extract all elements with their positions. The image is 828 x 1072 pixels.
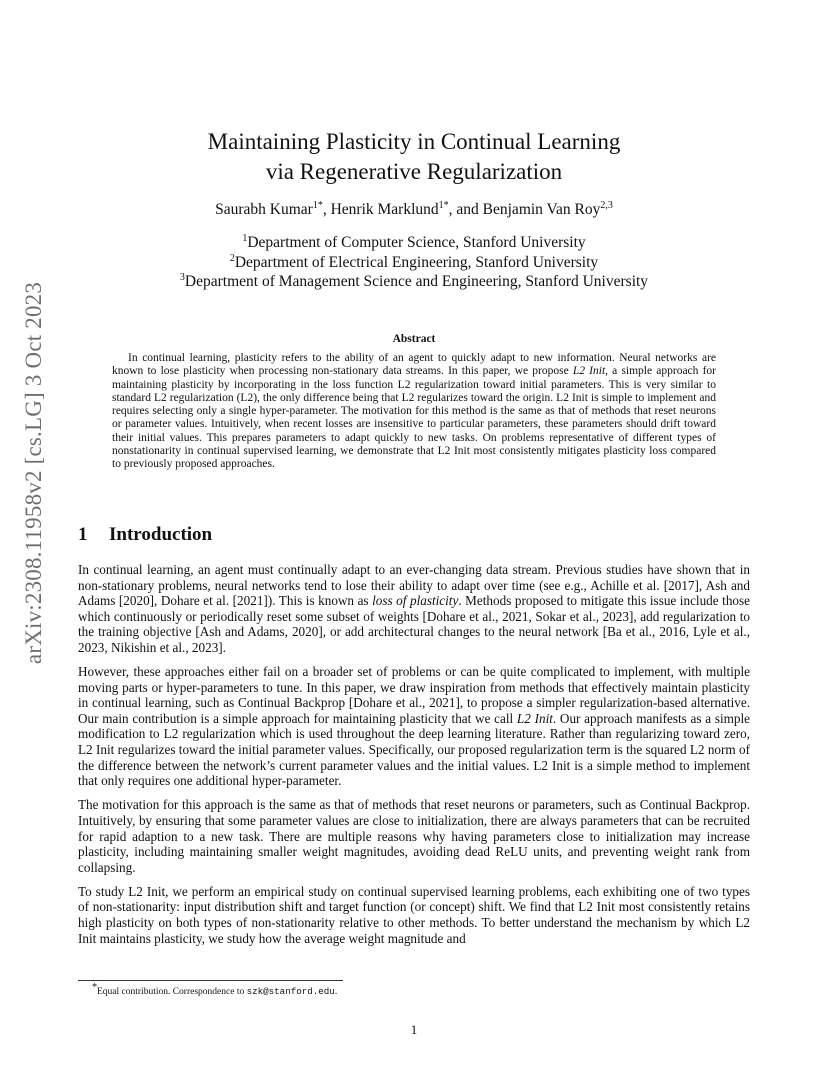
paragraph-1-part-b: . Methods proposed to mitigate this issue include those which continuously or periodically reset some subset of weights [Dohare et al., 2021, Sokar et al., 2023], add regularization to the training objective [Ash and Adams, 2020], or add architectural changes to the neural network [Ba et al., 2016, Lyle et al., 2023, Nikishin et al., 2023].: [78, 593, 751, 655]
paragraph-2-emphasis: L2 Init: [516, 710, 553, 726]
arxiv-stamp-text: arXiv:2308.11958v2 [cs.LG] 3 Oct 2023: [21, 281, 46, 665]
author-list: Saurabh Kumar$^{1*}$, Henrik Marklund$^{1*}$, and Benjamin Van Roy$^{2,3}$: [215, 199, 613, 218]
affiliation-1-sup: 1: [242, 232, 248, 244]
footnote-end: .: [334, 987, 338, 997]
arxiv-stamp: [14, 281, 54, 665]
paragraph-4: To study L2 Init, we perform an empirical study on continual supervised learning problems, each exhibiting one of two types of non-stationarity: input distribution shift and target function (or concept) shift. We find that L2 Init most consistently retains high plasticity on both types of non-stationarity relative to other methods. To better understand the mechanism by which L2 Init maintains plasticity, we study how the average weight magnitude and: [78, 883, 750, 946]
affiliation-3: [0, 272, 828, 292]
footnote-rule: [78, 980, 343, 981]
affiliation-3-text: Department of Management Science and Engineering, Stanford University: [184, 273, 649, 290]
title-line-2: via Regenerative Regularization: [265, 159, 563, 184]
abstract-part-1: In continual learning, plasticity refers to the ability of an agent to quickly adapt to new information. Neural networks are known to lose plasticity when processing non-stationary data streams. In this paper, we propose: [112, 352, 716, 378]
paragraph-2-part-b: . Our approach manifests as a simple modification to L2 regularization which is used throughout the deep learning literature. Rather than regularizing toward zero, L2 Init regularizes toward the initial parameter values. Specifically, our proposed regularization term is the squared L2 norm of the difference between the network’s current parameter values and the initial values. L2 Init is a simple method to implement that only requires one additional hyper-parameter.: [78, 710, 750, 789]
paragraph-1: [78, 562, 750, 656]
paragraph-3: The motivation for this approach is the same as that of methods that reset neurons or parameters, such as Continual Backprop. Intuitively, by ensuring that some parameter values are close to initialization, there are always parameters that can be recruited for rapid adaption to a new task. There are multiple reasons why having parameters close to initialization may increase plasticity, including maintaining smaller weight magnitudes, avoiding dead ReLU units, and preventing weight rank from collapsing.: [78, 797, 750, 875]
author-3-sup: 2,3: [600, 199, 613, 211]
paper-title: [0, 127, 828, 187]
paragraph-2: [78, 664, 750, 789]
author-2-sup: 1*: [438, 199, 449, 211]
author-2: Henrik Marklund: [330, 201, 439, 218]
abstract-heading: Abstract: [392, 333, 436, 345]
affiliations: [0, 233, 828, 292]
body-text: [78, 562, 750, 955]
paragraph-2-part-a: However, these approaches either fail on a broader set of problems or can be quite complicated to implement, with multiple moving parts or hyper-parameters to tune. In this paper, we draw inspiration from methods that effectively maintain plasticity in continual learning, such as Continual Backprop [Dohare et al., 2021], to propose a simpler regularization-based alternative. Our main contribution is a simple approach for maintaining plasticity that we call: [78, 664, 750, 726]
abstract-text: [112, 352, 716, 472]
author-1-sup: 1*: [312, 199, 323, 211]
footnote-email[interactable]: szk@stanford.edu: [246, 986, 335, 997]
affiliation-1-text: Department of Computer Science, Stanford University: [247, 234, 586, 251]
affiliation-2: [0, 253, 828, 273]
page-number: 1: [410, 1022, 418, 1037]
paragraph-1-emphasis: loss of plasticity: [372, 593, 459, 609]
affiliation-2-sup: 2: [229, 252, 235, 264]
abstract-emphasis: L2 Init: [572, 365, 606, 378]
section-heading: [78, 524, 212, 546]
author-1: Saurabh Kumar: [215, 201, 313, 218]
title-line-1: Maintaining Plasticity in Continual Learning: [207, 129, 621, 154]
section-number: 1: [78, 524, 88, 545]
affiliation-1: [0, 233, 828, 253]
footnote-text: Equal contribution. Correspondence to: [97, 987, 247, 997]
affiliation-2-text: Department of Electrical Engineering, Stanford University: [234, 253, 599, 271]
abstract-part-2: , a simple approach for maintaining plasticity by incorporating in the loss function L2 regularization toward initial parameters. This is very similar to standard L2 regularization (L2), the only difference being that L2 regularizes toward the origin. L2 Init is simple to implement and requires selecting only a single hyper-parameter. The motivation for this method is the same as that of methods that reset neurons or parameter values. Intuitively, when recent losses are insensitive to particular parameters, these parameters should drift toward their initial values. This prepares parameters to adapt quickly to new tasks. On problems representative of different types of nonstationarity in continual supervised learning, we demonstrate that L2 Init most consistently mitigates plasticity loss compared to previously proposed approaches.: [112, 365, 716, 471]
affiliation-3-sup: 3: [179, 271, 185, 283]
footnote: [92, 981, 338, 997]
footnote-mark: *: [92, 981, 97, 993]
section-title: Introduction: [109, 524, 213, 545]
author-3: and Benjamin Van Roy: [456, 201, 601, 218]
paragraph-1-part-a: In continual learning, an agent must continually adapt to an ever-changing data stream. Previous studies have shown that in non-stationary problems, neural networks tend to lose their ability to adapt over time (see e.g., Achille et al. [2017], Ash and Adams [2020], Dohare et al. [2021]). This is known as: [78, 562, 750, 609]
